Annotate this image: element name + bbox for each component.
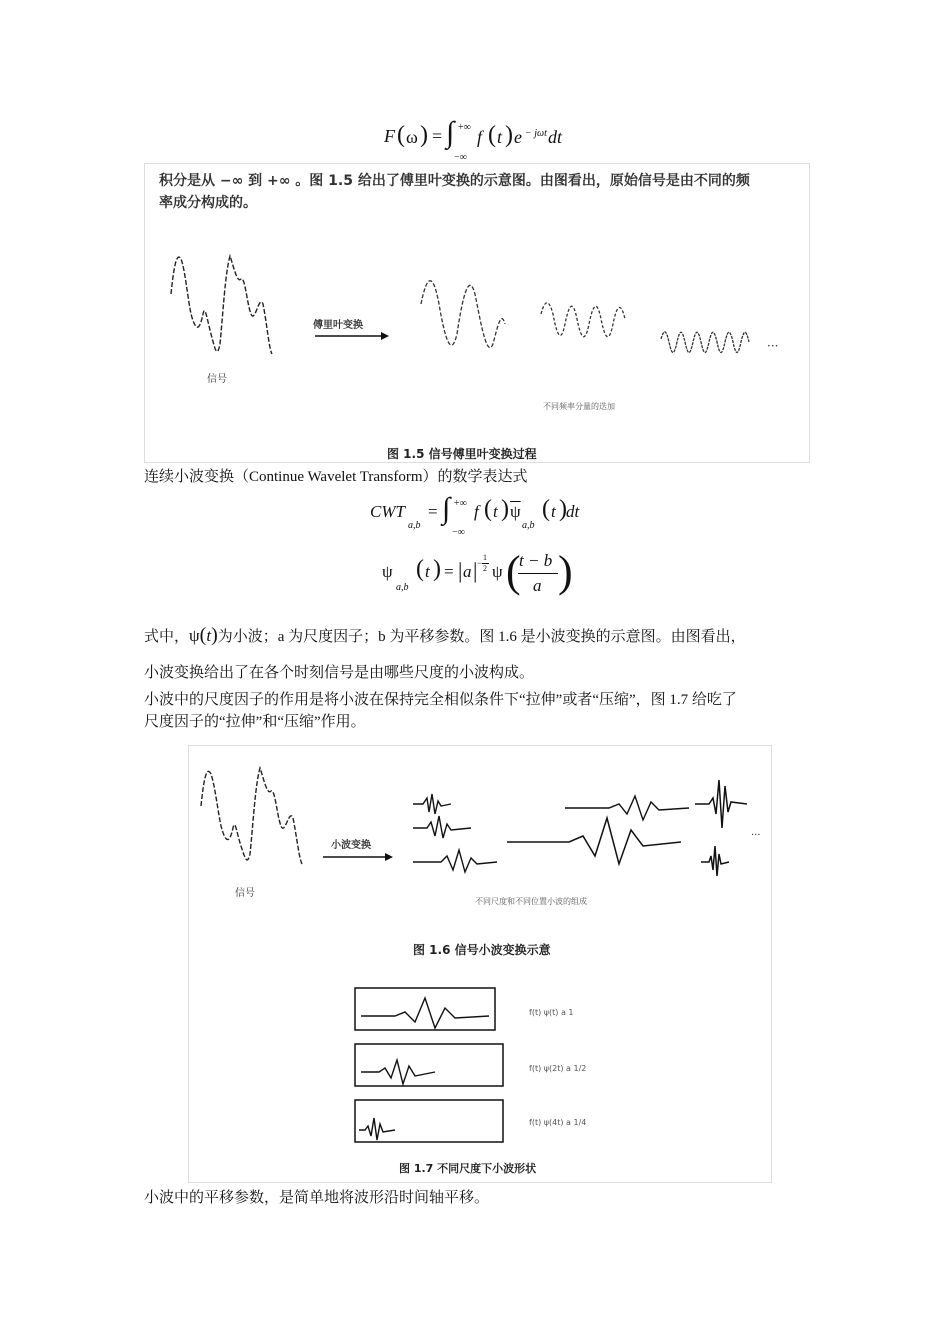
paren: ) [501,496,509,522]
formula-omega: ω [406,127,418,147]
scale-label-1: f(t) ψ(t) a 1 [529,1008,574,1017]
integral-upper: +∞ [458,122,471,133]
figure-intro-line2: 率成分构成的。 [159,195,257,211]
signal-waveform [201,768,302,864]
signal-label: 信号 [207,374,227,385]
explain-pre: 式中， [144,629,190,645]
exp-den: 2 [483,564,487,573]
component-low-freq [421,281,505,348]
explain-post: 为小波；a 为尺度因子；b 为平移参数。图 1.6 是小波变换的示意图。由图看出， [217,629,746,645]
exp-sign: − [477,558,483,568]
equals-sign: = [444,562,454,581]
cwt-t2: t [551,502,556,521]
integral-lower: −∞ [454,152,467,163]
abs-bar: | [458,558,463,583]
figure-intro-line1: 积分是从 −∞ 到 +∞ 。图 1.5 给出了傅里叶变换的示意图。由图看出，原始信号是由不同的频 [159,173,750,189]
equals-sign: = [428,502,438,521]
frac-num: t − b [519,551,553,570]
cwt-psi-sub: a,b [522,520,535,531]
psi-t: t [425,562,430,581]
paren: ) [559,496,567,522]
cwt-dt: dt [566,502,580,521]
scale-box-2 [355,1044,503,1086]
wavelet-6 [695,780,747,828]
psi-ab-formula [382,548,582,600]
signal-waveform [171,256,272,354]
figure-caption-1-6: 图 1.6 信号小波变换示意 [413,943,551,957]
cwt-sub: a,b [408,520,421,531]
cwt-formula [370,494,590,544]
cwt-t: t [493,502,498,521]
equals-sign: = [432,126,443,146]
psi-sub: a,b [396,582,409,593]
ellipsis: ··· [767,339,779,353]
arrow-head [381,332,389,340]
frac-bar [518,573,558,574]
wavelet-diagram [189,746,771,1182]
integral-lower: −∞ [452,527,465,538]
paren: ( [416,556,424,582]
wavelet-3 [413,850,497,872]
scale-wavelet-2 [361,1060,435,1084]
big-paren: ( [506,547,521,596]
wavelet-4 [565,796,689,820]
arrow-label: 傅里叶变换 [313,320,363,331]
scale-wavelet-3 [359,1118,395,1140]
signal-label: 信号 [235,888,255,899]
psi: ψ [382,562,393,581]
figure-caption: 图 1.5 信号傅里叶变换过程 [387,447,537,461]
cwt-lhs: CWT [370,502,405,521]
paren: ( [488,122,496,148]
explain-psi: ψ [189,626,200,645]
arrow-head [385,853,393,861]
paren: ( [542,496,550,522]
paren: ) [211,624,218,646]
exp-num: 1 [483,553,487,562]
big-paren: ) [558,547,573,596]
scale-label-2: f(t) ψ(2t) a 1/2 [529,1064,587,1073]
paren: ) [433,556,441,582]
fourier-diagram [145,164,809,462]
paren: ( [484,496,492,522]
components-label: 不同尺度和不同位置小波的组成 [475,897,587,906]
scale-wavelet-1 [361,998,489,1028]
wavelet-7 [701,846,729,876]
arrow-label: 小波变换 [331,840,371,851]
formula-lhs: F [384,126,395,146]
formula-exp: − jωt [525,128,547,139]
psi-a: a [463,562,472,581]
paren: ) [505,122,513,148]
figure-1-5 [144,163,810,463]
wavelet-1 [413,794,451,814]
paren: ( [397,122,405,148]
integral-upper: +∞ [454,498,467,509]
integral-sign: ∫ [446,116,455,149]
explain-line [144,624,746,648]
wavelet-5 [507,818,681,864]
formula-dt: dt [548,127,563,147]
component-high-freq [661,332,749,353]
ellipsis: ··· [751,830,761,841]
component-mid-freq [541,303,625,337]
scale-label-3: f(t) ψ(4t) a 1/4 [529,1118,587,1127]
psi2: ψ [492,562,503,581]
scale-line1: 小波中的尺度因子的作用是将小波在保持完全相似条件下“拉伸”或者“压缩”，图 1.7 给吃了 [144,692,737,708]
figure-caption-1-7: 图 1.7 不同尺度下小波形状 [399,1162,537,1175]
formula-f: f [477,127,483,147]
components-label: 不同频率分量的迭加 [543,402,615,411]
integral-sign: ∫ [442,492,451,525]
formula-t: t [497,127,503,147]
explain-t: t [206,626,212,645]
abs-bar: | [473,558,478,583]
wavelet-2 [413,816,471,838]
cwt-psi: $\overline{\psi}$ [510,502,521,521]
shift-paragraph: 小波中的平移参数，是简单地将波形沿时间轴平移。 [144,1190,490,1206]
figure-1-6-1-7 [188,745,772,1183]
frac-den: a [533,576,542,595]
explain-line2: 小波变换给出了在各个时刻信号是由哪些尺度的小波构成。 [144,665,535,681]
cwt-intro: 连续小波变换（Continue Wavelet Transform）的数学表达式 [144,469,528,485]
formula-e: e [514,127,522,147]
fourier-formula [384,116,584,164]
scale-box-1 [355,988,495,1030]
paren: ) [420,122,428,148]
paren: ( [199,624,207,646]
scale-line2: 尺度因子的“拉伸”和“压缩”作用。 [144,714,366,730]
cwt-f: f [474,502,479,521]
